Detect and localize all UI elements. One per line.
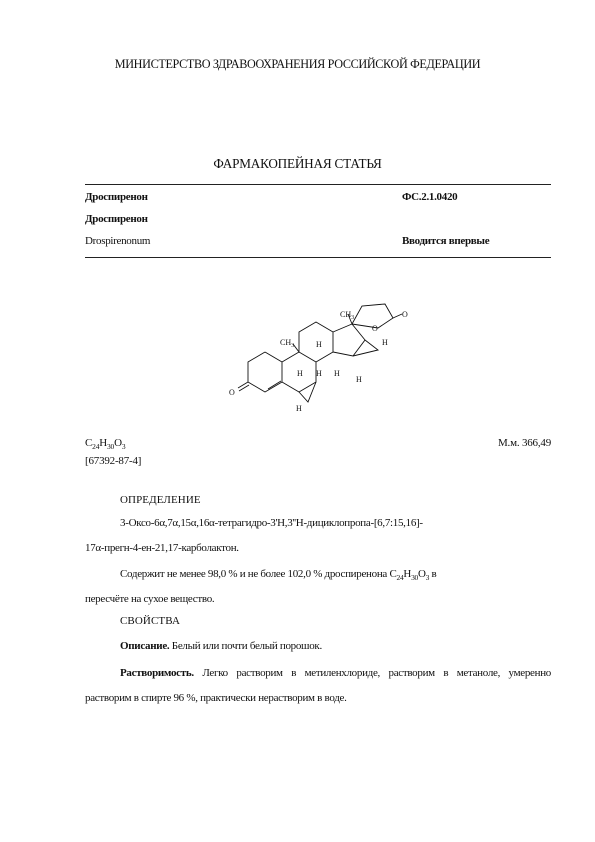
lactone-keto xyxy=(393,314,402,318)
label-h-3: H xyxy=(334,369,340,378)
label-o-lactone: O xyxy=(372,324,378,333)
molar-mass: М.м. 366,49 xyxy=(497,437,551,449)
content-line2: пересчёте на сухое вещество. xyxy=(85,593,215,605)
label-h-2: H xyxy=(297,369,303,378)
solubility-paragraph: Растворимость. Легко растворим в метиленхлориде, растворим в метаноле, умеренно растворим в спирте 96 %, практически нерастворим в воде. xyxy=(85,667,551,704)
label-h-6: H xyxy=(356,375,362,384)
cyclopropane-b xyxy=(299,382,316,402)
description-paragraph: Описание. Белый или почти белый порошок. xyxy=(120,640,322,652)
label-h-4: H xyxy=(316,369,322,378)
cyclopropane-d xyxy=(353,340,378,356)
name-latin: Drospirenonum xyxy=(85,235,151,247)
molecular-formula: $C_{24}H_{30}O_3$ xyxy=(85,437,126,452)
name-russian-1: Дроспиренон xyxy=(85,191,148,203)
keto-bond xyxy=(238,382,248,388)
label-h-5: H xyxy=(382,338,388,347)
keto-bond-2 xyxy=(239,385,249,391)
name-russian-2: Дроспиренон xyxy=(85,213,148,225)
description-label: Описание. xyxy=(120,640,170,652)
definition-name-line1: 3-Оксо-6α,7α,15α,16α-тетрагидро-3'H,3''H-дициклопропа-[6,7:15,16]- xyxy=(120,517,423,529)
ministry-heading: МИНИСТЕРСТВО ЗДРАВООХРАНЕНИЯ РОССИЙСКОЙ ФЕДЕРАЦИИ xyxy=(114,57,481,71)
document-title: ФАРМАКОПЕЙНАЯ СТАТЬЯ xyxy=(213,156,382,171)
status: Вводится впервые xyxy=(402,235,490,247)
definition-name-line2: 17α-прегн-4-ен-21,17-карболактон. xyxy=(85,542,239,554)
label-ch3-top: $CH_3$ xyxy=(340,310,355,321)
content-line1: Содержит не менее 98,0 % и не более 102,0 % дроспиренона $C_{24}H_{30}O_3$ в xyxy=(120,568,437,583)
table-top-rule xyxy=(85,184,551,185)
structural-formula xyxy=(225,288,408,418)
label-o-ring: O xyxy=(402,310,408,319)
table-bottom-rule xyxy=(85,257,551,258)
fs-number: ФС.2.1.0420 xyxy=(402,191,458,203)
ring-a xyxy=(248,352,282,392)
label-ch3-left: $CH_3$ xyxy=(280,338,295,349)
label-h-1: H xyxy=(316,340,322,349)
definition-heading: ОПРЕДЕЛЕНИЕ xyxy=(120,494,201,506)
label-o-keto: O xyxy=(229,388,235,397)
cas-number: [67392-87-4] xyxy=(85,455,142,467)
ring-a-double-bond xyxy=(268,381,281,389)
solubility-label: Растворимость. xyxy=(120,667,194,679)
ring-d xyxy=(333,324,365,356)
properties-heading: СВОЙСТВА xyxy=(120,615,181,627)
label-h-7: H xyxy=(296,404,302,413)
